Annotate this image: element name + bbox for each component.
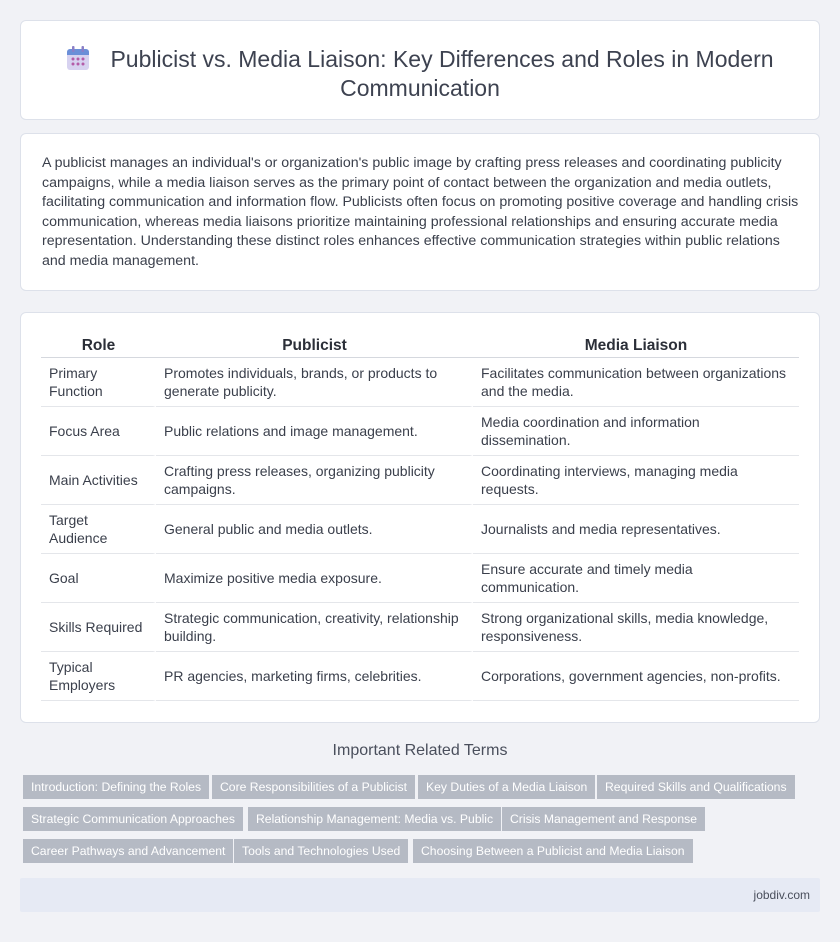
table-row [41, 603, 799, 652]
publicist-cell: Public relations and image management. [156, 407, 473, 456]
column-header-media-liaison: Media Liaison [473, 333, 799, 358]
publicist-cell: Promotes individuals, brands, or products to generate publicity. [156, 358, 473, 407]
publicist-cell: Strategic communication, creativity, relationship building. [156, 603, 473, 652]
comparison-table [41, 333, 799, 701]
header-card [20, 20, 820, 120]
table-row [41, 554, 799, 603]
related-tag[interactable]: Relationship Management: Media vs. Public [248, 807, 501, 831]
related-tag[interactable]: Choosing Between a Publicist and Media Liaison [413, 839, 693, 863]
related-tag[interactable]: Introduction: Defining the Roles [23, 775, 209, 799]
page-title [51, 45, 789, 103]
related-tag[interactable]: Required Skills and Qualifications [597, 775, 795, 799]
row-label-cell: Primary Function [41, 358, 156, 407]
comparison-table-card [20, 312, 820, 723]
intro-card [20, 133, 820, 291]
column-header-publicist: Publicist [156, 333, 473, 358]
title-line-1: Publicist vs. Media Liaison: Key Differences and Roles in Modern [110, 46, 774, 72]
row-label-cell: Skills Required [41, 603, 156, 652]
footer-bar [20, 878, 820, 912]
row-label-cell: Target Audience [41, 505, 156, 554]
footer-site-link[interactable]: jobdiv.com [753, 888, 810, 902]
publicist-cell: Crafting press releases, organizing publicity campaigns. [156, 456, 473, 505]
row-label-cell: Typical Employers [41, 652, 156, 701]
media-liaison-cell: Journalists and media representatives. [473, 505, 799, 554]
table-body [41, 358, 799, 701]
table-row [41, 358, 799, 407]
related-tag[interactable]: Tools and Technologies Used [234, 839, 408, 863]
media-liaison-cell: Media coordination and information dissemination. [473, 407, 799, 456]
row-label-cell: Goal [41, 554, 156, 603]
related-tag[interactable]: Key Duties of a Media Liaison [418, 775, 595, 799]
table-header-row [41, 333, 799, 358]
publicist-cell: PR agencies, marketing firms, celebrities. [156, 652, 473, 701]
related-tag[interactable]: Career Pathways and Advancement [23, 839, 233, 863]
column-header-role: Role [41, 333, 156, 358]
intro-paragraph: A publicist manages an individual's or organization's public image by crafting press releases and coordinating publicity campaigns, while a media liaison serves as the primary point of contact between the organization and media outlets, facilitating communication and information flow. Publicists often focus on promoting positive coverage and handling crisis communication, whereas media liaisons prioritize maintaining professional relationships and ensuring accurate media representation. Understanding these distinct roles enhances effective communication strategies within public relations and media management. [42, 155, 799, 269]
table-row [41, 652, 799, 701]
media-liaison-cell: Ensure accurate and timely media communication. [473, 554, 799, 603]
row-label-cell: Focus Area [41, 407, 156, 456]
publicist-cell: Maximize positive media exposure. [156, 554, 473, 603]
title-line-2: Communication [340, 75, 500, 101]
media-liaison-cell: Strong organizational skills, media knowledge, responsiveness. [473, 603, 799, 652]
related-tag[interactable]: Strategic Communication Approaches [23, 807, 243, 831]
calendar-icon [66, 46, 90, 71]
related-tag[interactable]: Core Responsibilities of a Publicist [212, 775, 415, 799]
table-row [41, 407, 799, 456]
media-liaison-cell: Facilitates communication between organizations and the media. [473, 358, 799, 407]
table-row [41, 505, 799, 554]
table-row [41, 456, 799, 505]
publicist-cell: General public and media outlets. [156, 505, 473, 554]
media-liaison-cell: Corporations, government agencies, non-profits. [473, 652, 799, 701]
related-tag[interactable]: Crisis Management and Response [502, 807, 705, 831]
row-label-cell: Main Activities [41, 456, 156, 505]
related-terms-title: Important Related Terms [332, 742, 508, 759]
media-liaison-cell: Coordinating interviews, managing media requests. [473, 456, 799, 505]
